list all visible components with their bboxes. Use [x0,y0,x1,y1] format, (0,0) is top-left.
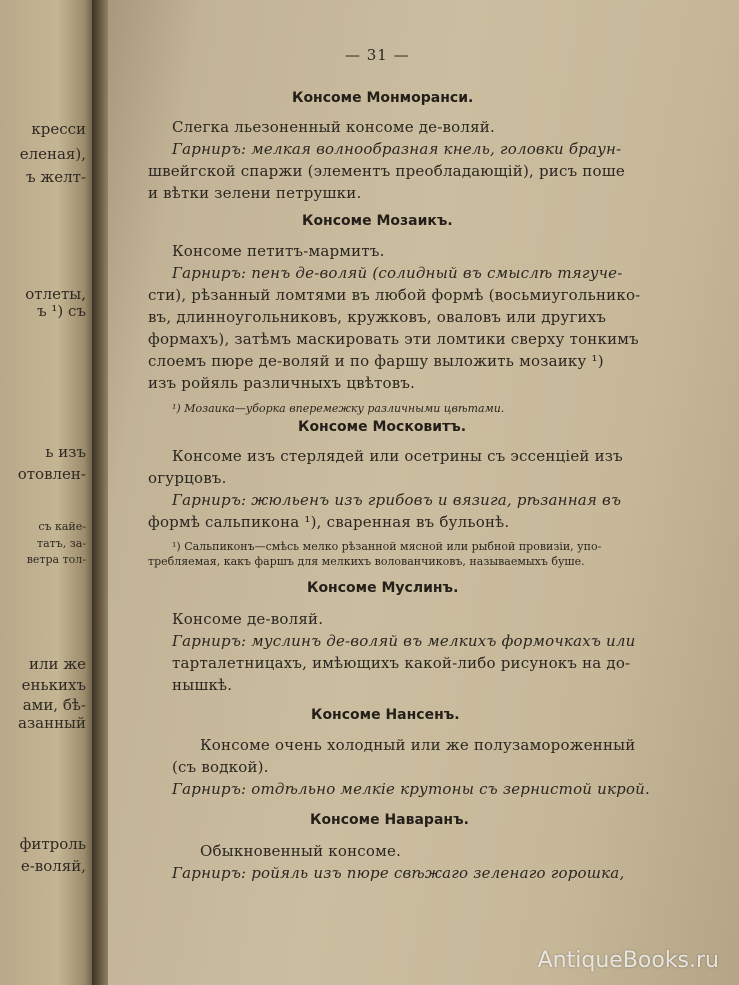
left-page-line: кресси [31,120,86,138]
body-line: Гарниръ: муслинъ де-воляй въ мелкихъ формочкахъ или [172,632,636,650]
body-line: Гарниръ: жюльенъ изъ грибовъ и вязига, рѣзанная въ [172,491,622,509]
body-line: Гарниръ: ройяль изъ пюре свѣжаго зеленаго горошка, [172,864,625,882]
left-page-line: ветра тол- [26,553,86,566]
left-page-line: еленая), [19,145,86,163]
watermark: AntiqueBooks.ru [537,948,719,973]
body-line: Консоме петитъ-мармитъ. [172,242,385,260]
left-page-line: ами, бѣ- [22,696,86,714]
body-line: слоемъ пюре де-воляй и по фаршу выложить мозаику ¹) [148,352,604,370]
left-page-line: азанный [18,714,86,732]
body-line: (съ водкой). [172,758,269,776]
left-page-line: отлеты, [25,285,86,303]
body-line: въ, длинноугольниковъ, кружковъ, оваловъ или другихъ [148,308,607,326]
left-page-line: ь изъ [45,443,86,461]
footnote: требляемая, какъ фаршъ для мелкихъ волованчиковъ, называемыхъ буше. [148,555,585,568]
body-line: огурцовъ. [148,469,227,487]
left-page-line: татъ, за- [37,537,86,550]
section-heading: Консоме Монморанси. [292,90,474,106]
page-number: — 31 — [345,46,410,64]
section-heading: Консоме Муслинъ. [307,580,459,596]
body-line: Консоме де-воляй. [172,610,324,628]
left-page-line: или же [29,655,86,673]
footnote: ¹) Сальпиконъ—смѣсь мелко рѣзанной мясной или рыбной провизіи, упо- [172,540,602,553]
section-heading: Консоме Московитъ. [298,419,467,435]
body-line: Консоме изъ стерлядей или осетрины съ эссенціей изъ [172,447,623,465]
left-page-line: ъ ¹) съ [37,302,86,320]
body-line: Гарниръ: пенъ де-воляй (солидный въ смыслѣ тягуче- [172,264,623,282]
body-line: Гарниръ: мелкая волнообразная кнель, головки браун- [172,140,622,158]
left-page-line: съ кайе- [38,520,86,533]
left-page-line: енькихъ [21,676,86,694]
body-line: нышкѣ. [172,676,233,694]
body-line: Консоме очень холодный или же полузамороженный [200,736,636,754]
left-page-line: ъ желт- [26,168,86,186]
body-line: изъ ройяль различныхъ цвѣтовъ. [148,374,416,392]
body-line: формахъ), затѣмъ маскировать эти ломтики сверху тонкимъ [148,330,639,348]
body-line: и вѣтки зелени петрушки. [148,184,362,202]
section-heading: Консоме Нансенъ. [311,707,460,723]
footnote: ¹) Мозаика—уборка вперемежку различными цвѣтами. [172,402,505,415]
body-line: сти), рѣзанный ломтями въ любой формѣ (восьмиугольнико- [148,286,641,304]
body-line: Гарниръ: отдѣльно мелкіе крутоны съ зернистой икрой. [172,780,651,798]
left-page-line: е-воляй, [20,857,86,875]
body-line: тарталетницахъ, имѣющихъ какой-либо рисунокъ на до- [172,654,631,672]
left-page-line: отовлен- [17,465,86,483]
body-line: швейгской спаржи (элементъ преобладающій), рисъ поше [148,162,625,180]
body-line: Слегка льезоненный консоме де-воляй. [172,118,495,136]
section-heading: Консоме Мозаикъ. [302,213,453,229]
left-page-line: фитроль [19,835,86,853]
left-page [0,0,96,985]
body-line: формѣ сальпикона ¹), сваренная въ бульонѣ. [148,513,510,531]
body-line: Обыкновенный консоме. [200,842,402,860]
section-heading: Консоме Наваранъ. [310,812,469,828]
